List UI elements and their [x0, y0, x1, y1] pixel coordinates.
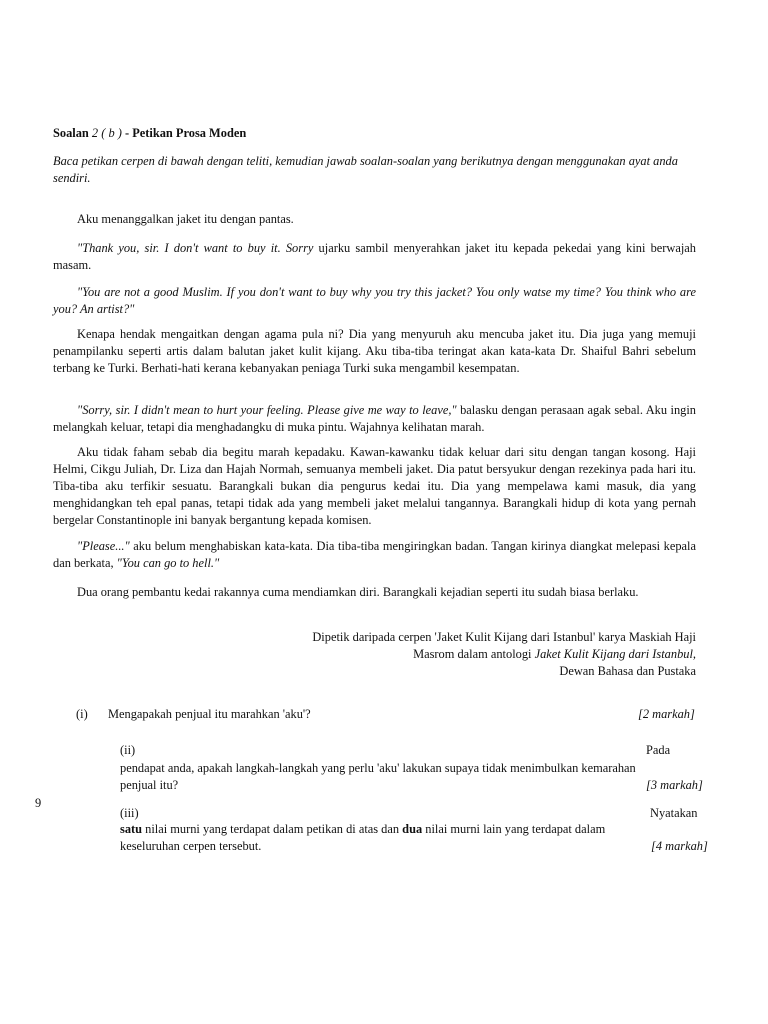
question-2-line-3: penjual itu?: [120, 778, 179, 792]
passage-paragraph-8: Dua orang pembantu kedai rakannya cuma mendiamkan diri. Barangkali kejadian seperti itu sudah biasa berlaku.: [77, 585, 639, 599]
passage-paragraph-3: "You are not a good Muslim. If you don't want to buy why you try this jacket? You only watse my time? You think who are you? An artist?": [53, 285, 696, 316]
question-3-first-word: Nyatakan: [650, 806, 698, 820]
passage-paragraph-6: Aku tidak faham sebab dia begitu marah kepadaku. Kawan-kawanku tidak keluar dari situ dengan tangan kosong. Haji Helmi, Cikgu Juliah, Dr. Liza dan Hajah Normah, semuanya membeli jaket. Dia patut bersyukur dengan rezekinya pada hari itu. Tiba-tiba aku terfikir sesuatu. Barangkali bukan dia pengurus kedai itu. Dia yang mempelawa kami masuk, dia yang menghidangkan teh epal panas, tetapi tidak ada yang membeli jaket melalui tangannya. Barangkali hidup di kota yang pernah bergelar Constantinople ini banyak bergantung kepada komisen.: [53, 445, 696, 527]
heading-prefix: Soalan: [53, 126, 89, 140]
question-2-first-word: Pada: [646, 743, 671, 757]
question-1-number: (i): [76, 707, 88, 721]
heading-title: Petikan Prosa Moden: [132, 126, 247, 140]
question-2-line-2: pendapat anda, apakah langkah-langkah yang perlu 'aku' lakukan supaya tidak menimbulkan kemarahan: [120, 761, 636, 775]
question-1-mark: [2 markah]: [638, 707, 695, 721]
question-3-number: (iii): [120, 806, 139, 820]
question-3-line-2: satu nilai murni yang terdapat dalam petikan di atas dan dua nilai murni lain yang terdapat dalam: [120, 822, 606, 836]
source-line-1: Dipetik daripada cerpen 'Jaket Kulit Kijang dari Istanbul' karya Maskiah Haji: [312, 630, 696, 644]
heading-number: 2 ( b ): [91, 126, 122, 140]
question-2-mark: [3 markah]: [646, 778, 703, 792]
passage-paragraph-7: "Please..." aku belum menghabiskan kata-kata. Dia tiba-tiba mengiringkan badan. Tangan kirinya diangkat melepasi kepala dan berkata, "You can go to hell.": [53, 539, 696, 570]
passage-paragraph-1: Aku menanggalkan jaket itu dengan pantas.: [77, 212, 294, 226]
heading-separator: -: [121, 126, 133, 140]
page-number: 9: [35, 796, 42, 810]
question-2-number: (ii): [120, 743, 136, 757]
question-1-text: Mengapakah penjual itu marahkan 'aku'?: [108, 707, 311, 721]
passage-paragraph-5: "Sorry, sir. I didn't mean to hurt your feeling. Please give me way to leave," balasku dengan perasaan agak sebal. Aku ingin melangkah keluar, tetapi dia menghadangku di muka pintu. Wajahnya kelihatan marah.: [53, 403, 696, 434]
passage-paragraph-4: Kenapa hendak mengaitkan dengan agama pula ni? Dia yang menyuruh aku mencuba jaket itu. Dia juga yang memuji penampilanku seperti artis dalam balutan jaket kulit kijang. Aku tiba-tiba teringat akan kata-kata Dr. Shaiful Bahri sebelum terbang ke Turki. Berhati-hati kerana kebanyakan peniaga Turki suka mengambil kesempatan.: [53, 327, 696, 375]
source-citation: [312, 629, 696, 680]
source-line-3: Dewan Bahasa dan Pustaka: [559, 664, 696, 678]
question-3-line-3: keseluruhan cerpen tersebut.: [120, 839, 262, 853]
passage-paragraph-2: "Thank you, sir. I don't want to buy it. Sorry ujarku sambil menyerahkan jaket itu kepada pekedai yang kini berwajah masam.: [53, 241, 696, 272]
instruction-text: Baca petikan cerpen di bawah dengan teliti, kemudian jawab soalan-soalan yang berikutnya dengan menggunakan ayat anda sendiri.: [53, 154, 678, 185]
source-line-2: Masrom dalam antologi Jaket Kulit Kijang dari Istanbul,: [413, 647, 696, 661]
question-3-mark: [4 markah]: [651, 839, 708, 853]
section-heading: [53, 125, 246, 142]
